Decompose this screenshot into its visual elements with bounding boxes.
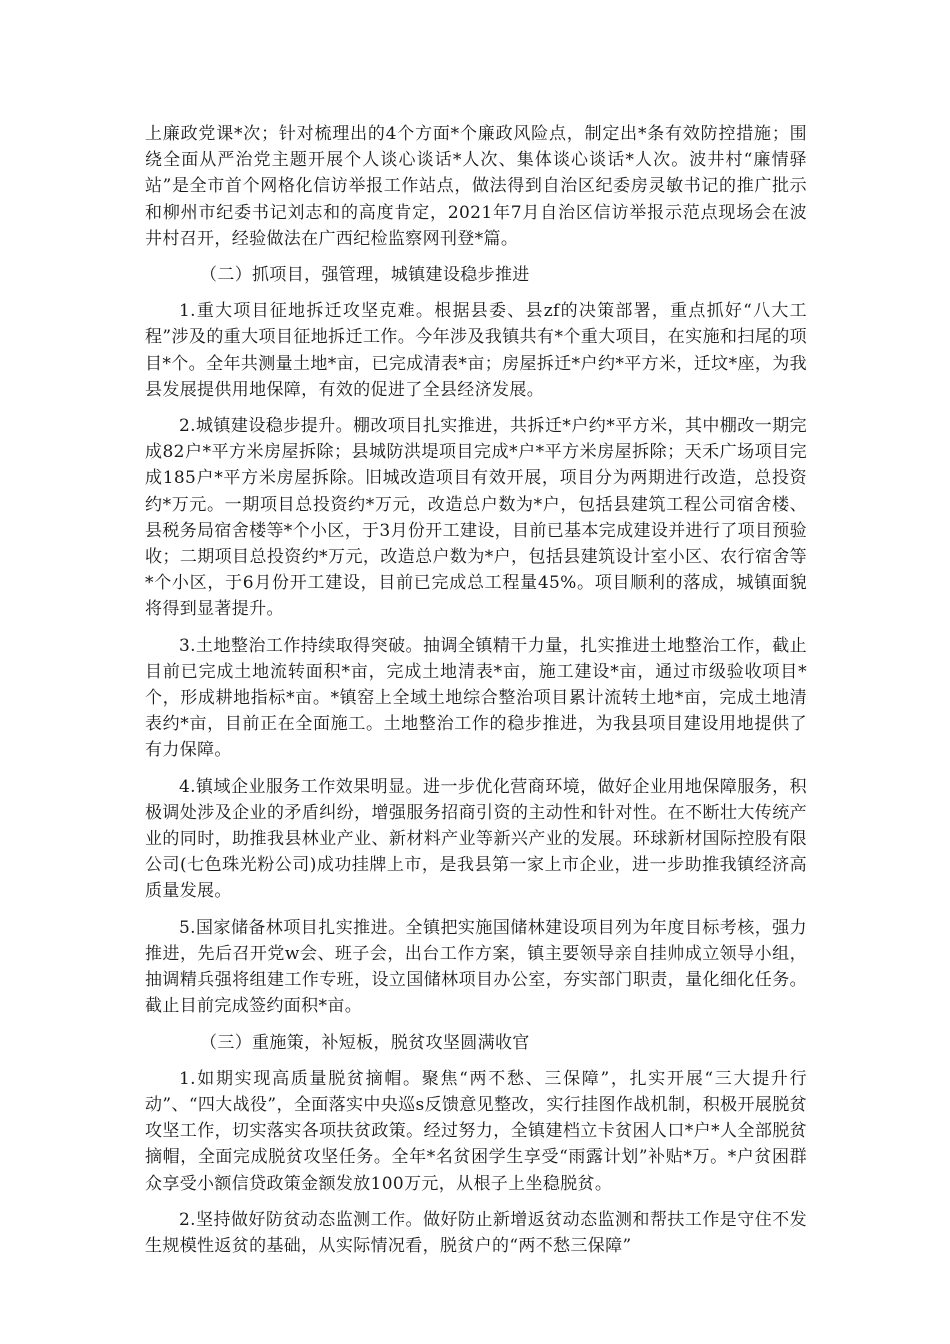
section-heading-2: （二）抓项目，强管理，城镇建设稳步推进 xyxy=(200,265,530,286)
paragraph-continuation: 上廉政党课*次；针对梳理出的4个方面*个廉政风险点，制定出*条有效防控措施；围绕全面从严治党主题开展个人谈心谈话*人次、集体谈心谈话*人次。波井村“廉情驿站”是全市首个网格化信访举报工作站点，做法得到自治区纪委房灵敏书记的推广批示和柳州市纪委书记刘志和的高度肯定，2021年7月自治区信访举报示范点现场会在波井村召开，经验做法在广西纪检监察网刊登*篇。 xyxy=(145,124,807,249)
paragraph-town-construction: 2.城镇建设稳步提升。棚改项目扎实推进，共拆迁*户约*平方米，其中棚改一期完成82户*平方米房屋拆除；县城防洪堤项目完成*户*平方米房屋拆除；天禾广场项目完成185户*平方米房屋拆除。旧城改造项目有效开展，项目分为两期进行改造，总投资约*万元。一期项目总投资约*万元，改造总户数为*户，包括县建筑工程公司宿舍楼、县税务局宿舍楼等*个小区，于3月份开工建设，目前已基本完成建设并进行了项目预验收；二期项目总投资约*万元，改造总户数为*户，包括县建筑设计室小区、农行宿舍等*个小区，于6月份开工建设，目前已完成总工程量45%。项目顺利的落成，城镇面貌将得到显著提升。 xyxy=(145,416,807,620)
paragraph-land-consolidation: 3.土地整治工作持续取得突破。抽调全镇精干力量，扎实推进土地整治工作，截止目前已完成土地流转面积*亩，完成土地清表*亩，施工建设*亩，通过市级验收项目*个，形成耕地指标*亩。*镇窑上全域土地综合整治项目累计流转土地*亩，完成土地清表约*亩，目前正在全面施工。土地整治工作的稳步推进，为我县项目建设用地提供了有力保障。 xyxy=(145,635,807,761)
paragraph-enterprise-service: 4.镇域企业服务工作效果明显。进一步优化营商环境，做好企业用地保障服务，积极调处涉及企业的矛盾纠纷，增强服务招商引资的主动性和针对性。在不断壮大传统产业的同时，助推我县林业产业、新材料产业等新兴产业的发展。环球新材国际控股有限公司(七色珠光粉公司)成功挂牌上市，是我县第一家上市企业，进一步助推我镇经济高质量发展。 xyxy=(145,776,807,902)
paragraph-reserve-forest: 5.国家储备林项目扎实推进。全镇把实施国储林建设项目列为年度目标考核，强力推进，先后召开党w会、班子会，出台工作方案，镇主要领导亲自挂帅成立领导小组，抽调精兵强将组建工作专班，设立国储林项目办公室，夯实部门职责，量化细化任务。截止目前完成签约面积*亩。 xyxy=(145,917,807,1017)
paragraph-poverty-alleviation: 1.如期实现高质量脱贫摘帽。聚焦“两不愁、三保障”，扎实开展“三大提升行动”、“四大战役”，全面落实中央巡s反馈意见整改，实行挂图作战机制，积极开展脱贫攻坚工作，切实落实各项扶贫政策。经过努力，全镇建档立卡贫困人口*户*人全部脱贫摘帽，全面完成脱贫攻坚任务。全年*名贫困学生享受“雨露计划”补贴*万。*户贫困群众享受小额信贷政策金额发放100万元，从根子上坐稳脱贫。 xyxy=(145,1068,807,1194)
paragraph-monitoring: 2.坚持做好防贫动态监测工作。做好防止新增返贫动态监测和帮扶工作是守住不发生规模性返贫的基础，从实际情况看，脱贫户的“两不愁三保障” xyxy=(145,1209,807,1256)
section-heading-3: （三）重施策，补短板，脱贫攻坚圆满收官 xyxy=(200,1032,530,1053)
document-page xyxy=(145,121,807,1259)
paragraph-major-projects: 1.重大项目征地拆迁攻坚克难。根据县委、县zf的决策部署，重点抓好“八大工程”涉及的重大项目征地拆迁工作。今年涉及我镇共有*个重大项目，在实施和扫尾的项目*个。全年共测量土地*亩，已完成清表*亩；房屋拆迁*户约*平方米，迁坟*座，为我县发展提供用地保障，有效的促进了全县经济发展。 xyxy=(145,301,807,400)
